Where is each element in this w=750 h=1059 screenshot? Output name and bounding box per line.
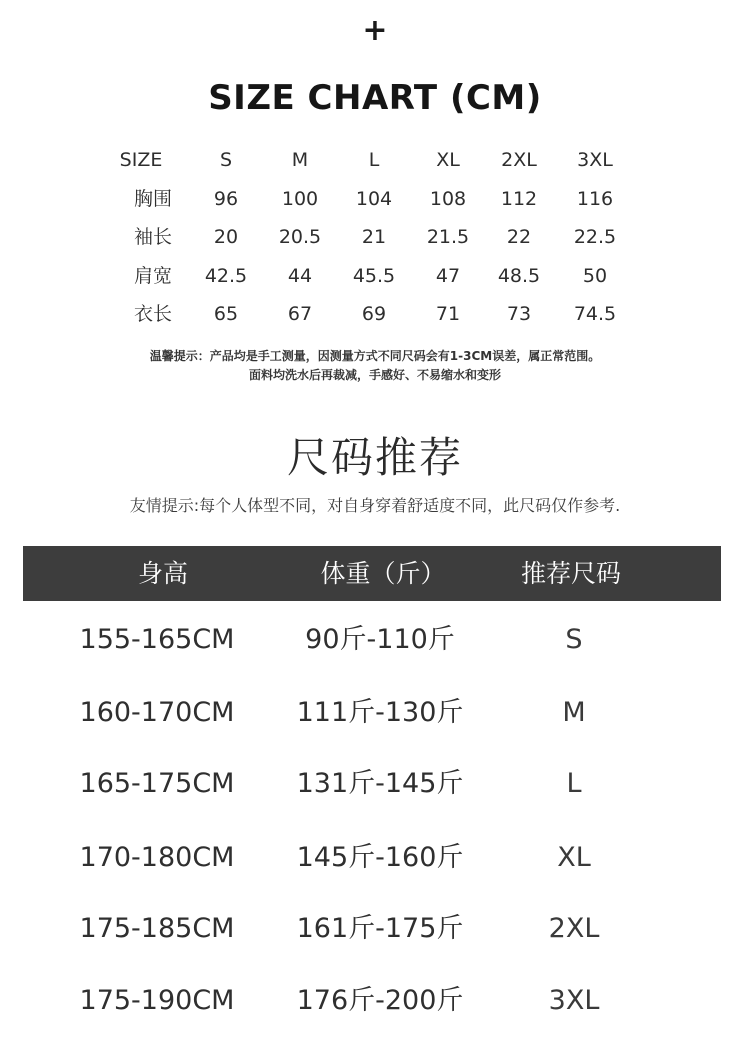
weight-cell: 111斤-130斤 [296, 697, 464, 728]
size-chart-row-label: 衣长 [133, 303, 172, 325]
recommendation-row [0, 764, 750, 804]
recommendation-header-bar [23, 546, 721, 601]
height-cell: 175-185CM [79, 913, 235, 944]
column-header-height: 身高 [137, 559, 188, 588]
size-chart-cell: 74.5 [573, 303, 617, 325]
size-chart-cell: 100 [281, 187, 319, 210]
height-cell: 175-190CM [79, 985, 235, 1016]
size-chart-cell: 48.5 [497, 264, 541, 287]
size-chart-cell: 22 [506, 226, 532, 248]
recommendation-hint: 友情提示:每个人体型不同，对自身穿着舒适度不同，此尺码仅作参考. [129, 496, 621, 515]
size-cell: S [565, 624, 583, 655]
size-chart-cell: 42.5 [204, 264, 248, 287]
size-chart-cell: 21 [361, 226, 387, 248]
size-cell: XL [557, 842, 591, 873]
height-cell: 155-165CM [79, 624, 235, 655]
size-chart-header-cell: M [291, 149, 309, 171]
recommendation-title: 尺码推荐 [286, 433, 463, 482]
fabric-note: 面料均洗水后再裁减，手感好、不易缩水和变形 [248, 368, 501, 382]
size-chart-cell: 50 [582, 264, 608, 287]
size-chart-cell: 22.5 [573, 226, 617, 248]
size-chart-cell: 104 [355, 187, 393, 210]
column-header-weight: 体重（斤） [320, 559, 446, 588]
weight-cell: 176斤-200斤 [296, 985, 464, 1016]
size-chart-cell: 20.5 [278, 226, 322, 248]
weight-cell: 161斤-175斤 [296, 913, 464, 944]
recommendation-row [0, 620, 750, 660]
size-chart-row-label: 胸围 [133, 187, 172, 210]
size-chart-title: SIZE CHART (CM) [208, 78, 542, 118]
size-cell: M [562, 697, 586, 728]
plus-icon: + [362, 13, 388, 48]
weight-cell: 131斤-145斤 [296, 768, 464, 799]
size-chart-cell: 112 [500, 187, 538, 210]
size-chart-cell: 67 [287, 303, 313, 325]
size-chart-cell: 116 [576, 187, 614, 210]
size-chart-cell: 47 [435, 264, 461, 287]
size-chart-header-row [112, 141, 632, 180]
size-chart-header-cell: S [219, 149, 233, 171]
recommendation-row [0, 838, 750, 878]
size-chart-cell: 44 [287, 264, 313, 287]
size-chart-row [112, 218, 632, 257]
size-chart-cell: 96 [213, 187, 239, 210]
size-chart-header-cell: XL [436, 149, 460, 171]
recommendation-row [0, 909, 750, 949]
column-header-size: 推荐尺码 [520, 559, 621, 588]
size-chart-row [112, 295, 632, 334]
size-chart-cell: 45.5 [352, 264, 396, 287]
size-chart-row-label: 肩宽 [133, 264, 172, 287]
size-chart-cell: 69 [361, 303, 387, 325]
size-chart-table [112, 141, 632, 334]
height-cell: 165-175CM [79, 768, 235, 799]
weight-cell: 90斤-110斤 [305, 624, 455, 655]
size-chart-header-cell: SIZE [119, 149, 163, 171]
size-chart-header-cell: 2XL [501, 149, 537, 171]
size-cell: 2XL [548, 913, 600, 944]
size-chart-cell: 71 [435, 303, 461, 325]
height-cell: 170-180CM [79, 842, 235, 873]
size-chart-cell: 108 [429, 187, 467, 210]
size-chart-cell: 21.5 [426, 226, 470, 248]
size-cell: L [566, 768, 582, 799]
size-chart-row [112, 180, 632, 219]
size-chart-row-label: 袖长 [133, 226, 172, 248]
measurement-note: 温馨提示：产品均是手工测量，因测量方式不同尺码会有1-3CM误差，属正常范围。 [149, 349, 601, 363]
size-chart-cell: 73 [506, 303, 532, 325]
recommendation-row [0, 981, 750, 1021]
weight-cell: 145斤-160斤 [296, 842, 464, 873]
size-chart-row [112, 257, 632, 296]
height-cell: 160-170CM [79, 697, 235, 728]
size-chart-cell: 20 [213, 226, 239, 248]
size-cell: 3XL [548, 985, 600, 1016]
recommendation-row [0, 693, 750, 733]
size-chart-header-cell: 3XL [577, 149, 613, 171]
size-chart-cell: 65 [213, 303, 239, 325]
size-chart-header-cell: L [368, 149, 380, 171]
